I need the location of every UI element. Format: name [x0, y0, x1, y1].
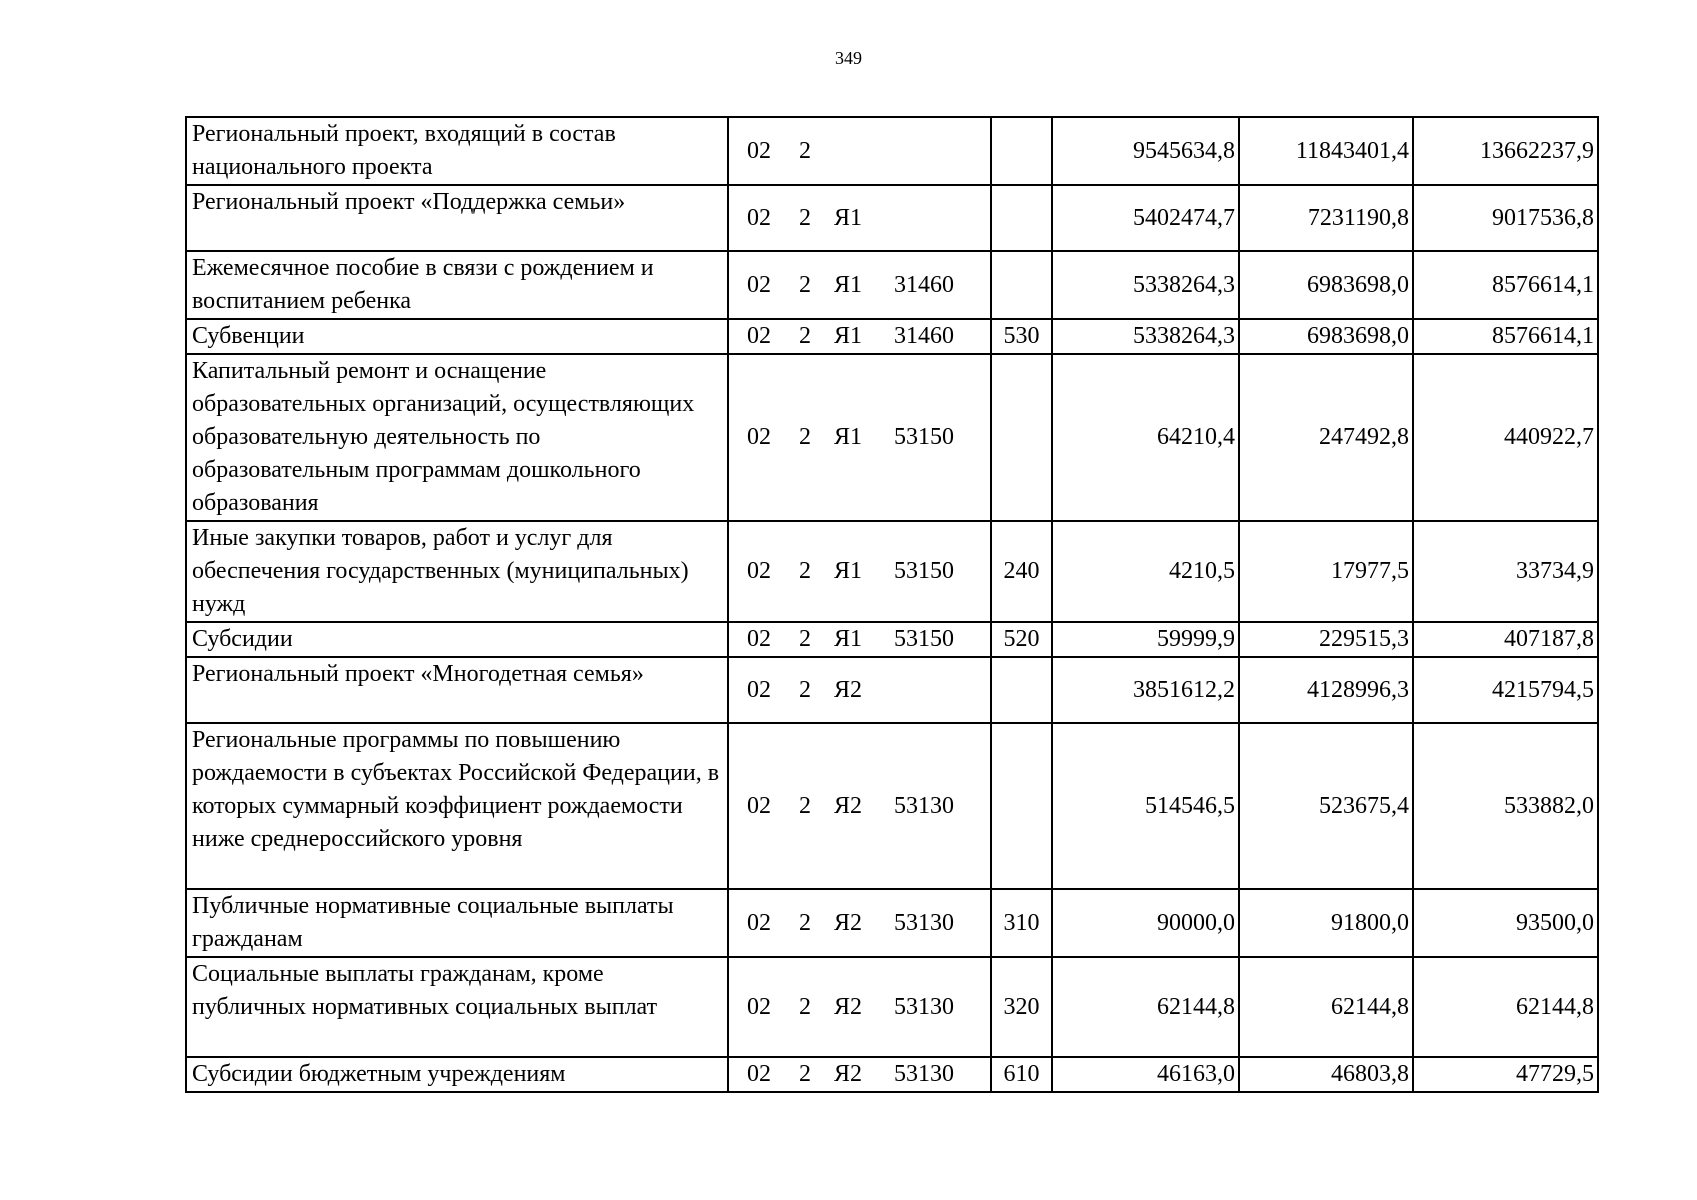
- target-article-code: 53150: [894, 424, 954, 450]
- target-article-code: 53130: [894, 993, 954, 1020]
- amount-year-1: 5338264,3: [1052, 319, 1239, 354]
- section-code: 02: [747, 1061, 771, 1087]
- amount-year-3: 8576614,1: [1413, 319, 1598, 354]
- row-name-cell: Капитальный ремонт и оснащение образовательных организаций, осуществляющих образовательную деятельность по образовательным программам дошкольного образования: [186, 354, 728, 521]
- section-code: 02: [747, 424, 771, 450]
- expense-type-code: [991, 251, 1052, 319]
- row-name-cell: Региональный проект «Многодетная семья»: [186, 657, 728, 723]
- row-codes-cell: [728, 117, 991, 185]
- program-code: Я1: [834, 558, 863, 584]
- amount-year-2: 6983698,0: [1239, 251, 1413, 319]
- table-row: [186, 723, 1598, 889]
- subsection-code: 2: [799, 271, 811, 298]
- target-article-code: 53150: [894, 558, 954, 584]
- amount-year-3: 4215794,5: [1413, 657, 1598, 723]
- expense-type-code: [991, 185, 1052, 251]
- expense-type-code: [991, 117, 1052, 185]
- expense-type-code: [991, 657, 1052, 723]
- table-row: [186, 622, 1598, 657]
- section-code: 02: [747, 204, 771, 231]
- section-code: 02: [747, 792, 771, 819]
- program-code: Я1: [834, 204, 863, 231]
- row-name-cell: Субвенции: [186, 319, 728, 354]
- amount-year-2: 247492,8: [1239, 354, 1413, 521]
- amount-year-2: 4128996,3: [1239, 657, 1413, 723]
- table-row: [186, 657, 1598, 723]
- subsection-code: 2: [799, 626, 811, 652]
- section-code: 02: [747, 993, 771, 1020]
- amount-year-1: 4210,5: [1052, 521, 1239, 622]
- amount-year-2: 7231190,8: [1239, 185, 1413, 251]
- program-code: Я2: [834, 993, 863, 1020]
- table-row: [186, 354, 1598, 521]
- program-code: Я2: [834, 1061, 863, 1087]
- page-number: 349: [835, 48, 862, 68]
- amount-year-3: 440922,7: [1413, 354, 1598, 521]
- subsection-code: 2: [799, 323, 811, 349]
- amount-year-3: 93500,0: [1413, 889, 1598, 957]
- amount-year-3: 8576614,1: [1413, 251, 1598, 319]
- section-code: 02: [747, 137, 771, 164]
- row-codes-cell: [728, 251, 991, 319]
- amount-year-3: 33734,9: [1413, 521, 1598, 622]
- table-row: [186, 957, 1598, 1057]
- amount-year-3: 47729,5: [1413, 1057, 1598, 1092]
- subsection-code: 2: [799, 558, 811, 584]
- amount-year-1: 3851612,2: [1052, 657, 1239, 723]
- expense-type-code: 530: [991, 319, 1052, 354]
- expense-type-code: 320: [991, 957, 1052, 1057]
- row-name-cell: Публичные нормативные социальные выплаты гражданам: [186, 889, 728, 957]
- row-name-cell: Субсидии бюджетным учреждениям: [186, 1057, 728, 1092]
- row-name-cell: Региональный проект, входящий в состав национального проекта: [186, 117, 728, 185]
- row-codes-cell: [728, 889, 991, 957]
- expense-type-code: [991, 723, 1052, 889]
- program-code: Я1: [834, 626, 863, 652]
- table-row: [186, 185, 1598, 251]
- row-codes-cell: [728, 723, 991, 889]
- subsection-code: 2: [799, 204, 811, 231]
- target-article-code: 53130: [894, 792, 954, 819]
- target-article-code: 53130: [894, 909, 954, 936]
- budget-table-body: [186, 117, 1598, 1092]
- subsection-code: 2: [799, 993, 811, 1020]
- row-codes-cell: [728, 185, 991, 251]
- budget-table: [185, 116, 1599, 1093]
- target-article-code: 53150: [894, 626, 954, 652]
- table-row: [186, 889, 1598, 957]
- amount-year-3: 62144,8: [1413, 957, 1598, 1057]
- amount-year-1: 46163,0: [1052, 1057, 1239, 1092]
- table-row: [186, 251, 1598, 319]
- amount-year-1: 59999,9: [1052, 622, 1239, 657]
- row-name-cell: Иные закупки товаров, работ и услуг для обеспечения государственных (муниципальных) нужд: [186, 521, 728, 622]
- table-row: [186, 1057, 1598, 1092]
- section-code: 02: [747, 323, 771, 349]
- row-codes-cell: [728, 354, 991, 521]
- amount-year-2: 62144,8: [1239, 957, 1413, 1057]
- row-name-cell: Социальные выплаты гражданам, кроме публичных нормативных социальных выплат: [186, 957, 728, 1057]
- subsection-code: 2: [799, 424, 811, 450]
- amount-year-2: 91800,0: [1239, 889, 1413, 957]
- amount-year-2: 523675,4: [1239, 723, 1413, 889]
- target-article-code: 31460: [894, 323, 954, 349]
- program-code: Я2: [834, 676, 863, 703]
- subsection-code: 2: [799, 137, 811, 164]
- subsection-code: 2: [799, 676, 811, 703]
- subsection-code: 2: [799, 1061, 811, 1087]
- row-codes-cell: [728, 521, 991, 622]
- row-codes-cell: [728, 657, 991, 723]
- row-codes-cell: [728, 319, 991, 354]
- amount-year-2: 229515,3: [1239, 622, 1413, 657]
- table-row: [186, 521, 1598, 622]
- amount-year-2: 6983698,0: [1239, 319, 1413, 354]
- subsection-code: 2: [799, 792, 811, 819]
- section-code: 02: [747, 626, 771, 652]
- program-code: Я2: [834, 792, 863, 819]
- amount-year-2: 17977,5: [1239, 521, 1413, 622]
- amount-year-1: 62144,8: [1052, 957, 1239, 1057]
- subsection-code: 2: [799, 909, 811, 936]
- row-name-cell: Региональные программы по повышению рождаемости в субъектах Российской Федерации, в которых суммарный коэффициент рождаемости ниже среднероссийского уровня: [186, 723, 728, 889]
- amount-year-3: 407187,8: [1413, 622, 1598, 657]
- expense-type-code: 310: [991, 889, 1052, 957]
- program-code: Я2: [834, 909, 863, 936]
- amount-year-3: 9017536,8: [1413, 185, 1598, 251]
- row-codes-cell: [728, 1057, 991, 1092]
- section-code: 02: [747, 271, 771, 298]
- amount-year-1: 64210,4: [1052, 354, 1239, 521]
- row-name-cell: Ежемесячное пособие в связи с рождением и воспитанием ребенка: [186, 251, 728, 319]
- amount-year-1: 5402474,7: [1052, 185, 1239, 251]
- target-article-code: 31460: [894, 271, 954, 298]
- table-row: [186, 117, 1598, 185]
- amount-year-1: 9545634,8: [1052, 117, 1239, 185]
- expense-type-code: [991, 354, 1052, 521]
- row-codes-cell: [728, 957, 991, 1057]
- program-code: Я1: [834, 323, 863, 349]
- program-code: Я1: [834, 271, 863, 298]
- row-name-cell: Региональный проект «Поддержка семьи»: [186, 185, 728, 251]
- amount-year-2: 11843401,4: [1239, 117, 1413, 185]
- amount-year-3: 533882,0: [1413, 723, 1598, 889]
- amount-year-1: 514546,5: [1052, 723, 1239, 889]
- amount-year-2: 46803,8: [1239, 1057, 1413, 1092]
- section-code: 02: [747, 909, 771, 936]
- table-row: [186, 319, 1598, 354]
- amount-year-1: 5338264,3: [1052, 251, 1239, 319]
- row-name-cell: Субсидии: [186, 622, 728, 657]
- section-code: 02: [747, 558, 771, 584]
- program-code: Я1: [834, 424, 863, 450]
- target-article-code: 53130: [894, 1061, 954, 1087]
- expense-type-code: 520: [991, 622, 1052, 657]
- expense-type-code: 240: [991, 521, 1052, 622]
- expense-type-code: 610: [991, 1057, 1052, 1092]
- amount-year-3: 13662237,9: [1413, 117, 1598, 185]
- row-codes-cell: [728, 622, 991, 657]
- section-code: 02: [747, 676, 771, 703]
- amount-year-1: 90000,0: [1052, 889, 1239, 957]
